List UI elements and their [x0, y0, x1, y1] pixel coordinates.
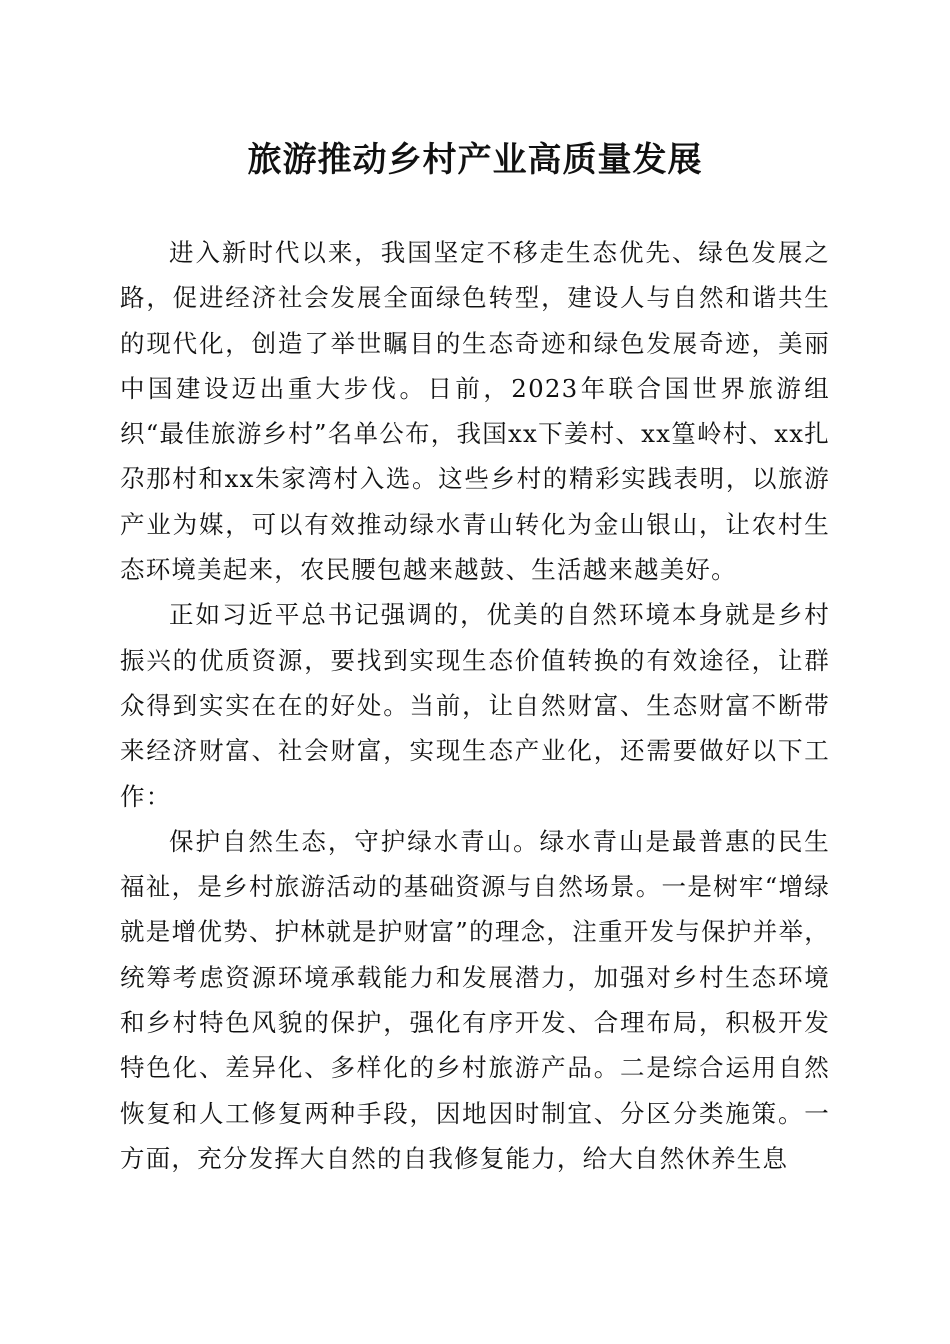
paragraph-1: 进入新时代以来，我国坚定不移走生态优先、绿色发展之路，促进经济社会发展全面绿色转型，建设人与自然和谐共生的现代化，创造了举世瞩目的生态奇迹和绿色发展奇迹，美丽中国建设迈出重大步伐。日前，2023年联合国世界旅游组织“最佳旅游乡村”名单公布，我国xx下姜村、xx篁岭村、xx扎尕那村和xx朱家湾村入选。这些乡村的精彩实践表明，以旅游产业为媒，可以有效推动绿水青山转化为金山银山，让农村生态环境美起来，农民腰包越来越鼓、生活越来越美好。: [120, 238, 830, 585]
paragraph-2: 正如习近平总书记强调的，优美的自然环境本身就是乡村振兴的优质资源，要找到实现生态价值转换的有效途径，让群众得到实实在在的好处。当前，让自然财富、生态财富不断带来经济财富、社会财富，实现生态产业化，还需要做好以下工作：: [120, 600, 830, 811]
paragraph-3: 保护自然生态，守护绿水青山。绿水青山是最普惠的民生福祉，是乡村旅游活动的基础资源与自然场景。一是树牢“增绿就是增优势、护林就是护财富”的理念，注重开发与保护并举，统筹考虑资源环境承载能力和发展潜力，加强对乡村生态环境和乡村特色风貌的保护，强化有序开发、合理布局，积极开发特色化、差异化、多样化的乡村旅游产品。二是综合运用自然恢复和人工修复两种手段，因地因时制宜、分区分类施策。一方面，充分发挥大自然的自我修复能力，给大自然休养生息: [120, 826, 830, 1173]
document-body: [120, 230, 830, 1181]
document-title: 旅游推动乡村产业高质量发展: [247, 140, 703, 180]
